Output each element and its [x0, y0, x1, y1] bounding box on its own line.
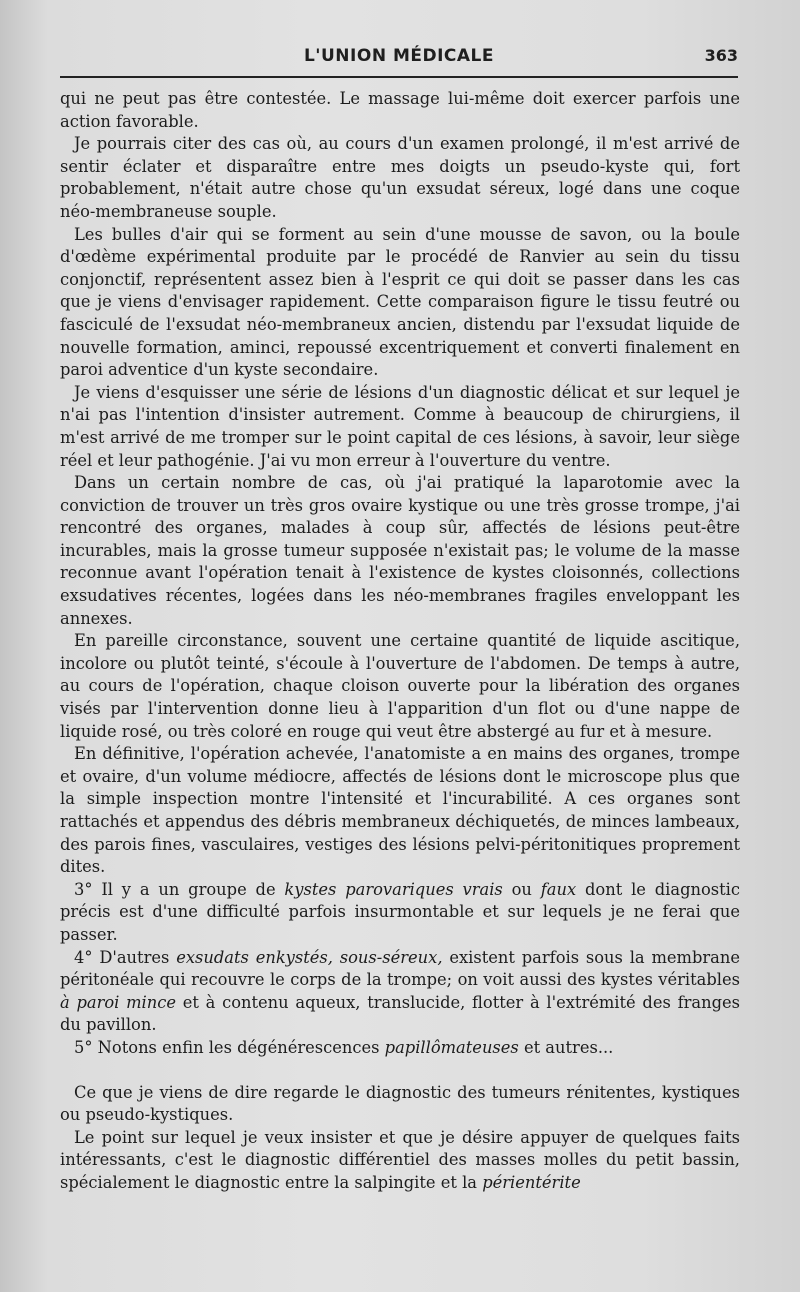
- paragraph-9-italic: périentérite: [482, 1172, 581, 1192]
- list-item-4-italic-b: exsudats enkystés, sous-séreux,: [176, 947, 443, 967]
- paragraph-5: Dans un certain nombre de cas, où j'ai pratiqué la laparotomie avec la conviction de trouver un très gros ovaire kystique ou une très grosse trompe, j'ai rencontré des organes, malades à coup sûr, affectés de lésions peut-être incurables, mais la grosse tumeur supposée n'existait pas; le volume de la masse reconnue avant l'opération tenait à l'existence de kystes cloisonnés, collections exsudatives récentes, logées dans les néo-membranes fragiles enveloppant les annexes.: [60, 473, 740, 628]
- running-title: L'UNION MÉDICALE: [303, 46, 495, 66]
- list-item-3: [60, 879, 740, 947]
- paragraph-9-text: Le point sur lequel je veux insister et que je désire appuyer de quelques faits intéressants, c'est le diagnostic différentiel des masses molles du petit bassin, spécialement le diagnostic entre la salpingite et la: [60, 1127, 740, 1192]
- list-item-3-text-c: ou: [502, 879, 541, 899]
- paragraph-7: En définitive, l'opération achevée, l'anatomiste a en mains des organes, trompe et ovaire, d'un volume médiocre, affectés de lésions dont le microscope plus que la simple inspection montre l'intensité et l'incurabilité. A ces organes sont rattachés et appendus des débris membraneux déchiquetés, de minces lambeaux, des parois fines, vasculaires, vestiges des lésions pelvi-péritonitiques proprement dites.: [60, 744, 740, 877]
- list-item-4-italic-d: à paroi mince: [60, 992, 176, 1012]
- list-item-3-text-a: 3° Il y a un groupe de: [74, 879, 285, 899]
- body-text: [60, 88, 740, 1195]
- list-item-4-text-a: 4° D'autres: [74, 947, 177, 967]
- list-item-3-italic-d: faux: [540, 879, 577, 899]
- paragraph-4: Je viens d'esquisser une série de lésions d'un diagnostic délicat et sur lequel je n'ai pas l'intention d'insister autrement. Comme à beaucoup de chirurgiens, il m'est arrivé de me tromper sur le point capital de ces lésions, à savoir, leur siège réel et leur pathogénie. J'ai vu mon erreur à l'ouverture du ventre.: [60, 382, 740, 470]
- list-item-5-text-c: et autres...: [518, 1037, 614, 1057]
- list-item-3-text-e: dont le diagnostic précis est d'une difficulté parfois insurmontable et sur lequels je ne ferai que passer.: [60, 879, 741, 944]
- list-item-5-italic-b: papillômateuses: [384, 1037, 519, 1057]
- list-item-5: [60, 1037, 740, 1060]
- paragraph-6: En pareille circonstance, souvent une certaine quantité de liquide ascitique, incolore ou plutôt teinté, s'écoule à l'ouverture de l'abdomen. De temps à autre, au cours de l'opération, chaque cloison ouverte pour la libération des organes visés par l'intervention donne lieu à l'apparition d'un flot ou d'une nappe de liquide rosé, ou très coloré en rouge qui veut être abstergé au fur et à mesure.: [60, 631, 740, 741]
- list-item-3-italic-b: kystes parovariques vrais: [284, 879, 503, 899]
- list-item-4-text-e: et à contenu aqueux, translucide, flotter à l'extrémité des franges du pavillon.: [60, 992, 740, 1035]
- header-rule: [60, 76, 738, 78]
- list-item-4-text-c: existent parfois sous la membrane péritonéale qui recouvre le corps de la trompe; on voit aussi des kystes véritables: [60, 947, 740, 990]
- page-number: 363: [704, 46, 738, 65]
- paragraph-1: qui ne peut pas être contestée. Le massage lui-même doit exercer parfois une action favorable.: [60, 89, 740, 131]
- paragraph-8: Ce que je viens de dire regarde le diagnostic des tumeurs rénitentes, kystiques ou pseudo-kystiques.: [60, 1082, 740, 1125]
- list-item-4: [60, 947, 740, 1037]
- list-item-5-text-a: 5° Notons enfin les dégénérescences: [74, 1037, 385, 1057]
- running-header: [60, 42, 738, 76]
- paragraph-9: [60, 1127, 740, 1195]
- paragraph-2: Je pourrais citer des cas où, au cours d'un examen prolongé, il m'est arrivé de sentir éclater et disparaître entre mes doigts un pseudo-kyste qui, fort probablement, n'était autre chose qu'un exsudat séreux, logé dans une coque néo-membraneuse souple.: [60, 134, 740, 221]
- paragraph-3: Les bulles d'air qui se forment au sein d'une mousse de savon, ou la boule d'œdème expérimental produite par le procédé de Ranvier au sein du tissu conjonctif, représentent assez bien à l'esprit ce qui doit se passer dans les cas que je viens d'envisager rapidement. Cette comparaison figure le tissu feutré ou fasciculé de l'exsudat néo-membraneux ancien, distendu par l'exsudat liquide de nouvelle formation, aminci, repoussé excentriquement et converti finalement en paroi adventice d'un kyste secondaire.: [60, 224, 740, 380]
